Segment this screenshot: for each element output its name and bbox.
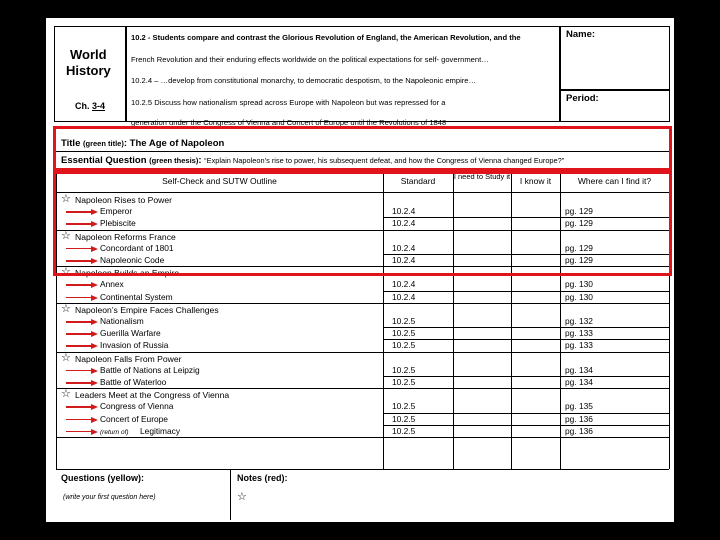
standard-line-1: 10.2 - Students compare and contrast the Glorious Revolution of England, the American Revolution, and the — [131, 33, 521, 42]
item-page: pg. 129 — [565, 255, 593, 265]
item-page: pg. 134 — [565, 377, 593, 387]
eq-label: Essential Question — [61, 155, 147, 166]
table-header-cell: Where can I find it? — [577, 176, 652, 186]
item-term: Napoleonic Code — [100, 255, 165, 265]
item-page: pg. 132 — [565, 316, 593, 326]
standard-line-4: 10.2.5 Discuss how nationalism spread across Europe with Napoleon but was repressed for a — [131, 98, 446, 107]
item-page: pg. 134 — [565, 364, 593, 375]
standard-line-3: 10.2.4 – …develop from constitutional monarchy, to democratic despotism, to the Napoleonic empire… — [131, 76, 477, 85]
period-label: Period: — [566, 93, 599, 104]
row-rule — [383, 425, 669, 426]
item-standard: 10.2.5 — [392, 377, 416, 387]
item-standard: 10.2.4 — [392, 279, 416, 290]
row-rule — [383, 327, 669, 328]
arrow-icon — [66, 331, 98, 337]
section-title: Napoleon Builds an Empire — [75, 268, 180, 279]
item-term: Battle of Nations at Leipzig — [100, 364, 200, 375]
footer-divider — [230, 469, 231, 520]
chapter-prefix: Ch. — [75, 101, 92, 111]
table-header-cell: I need to Study it — [453, 172, 511, 181]
item-standard: 10.2.4 — [392, 218, 416, 229]
item-term: Guerilla Warfare — [100, 328, 161, 339]
section-rule — [56, 437, 669, 438]
table-header-cell: Self-Check and SUTW Outline — [162, 176, 277, 186]
row-rule — [383, 376, 669, 377]
item-term: Congress of Vienna — [100, 401, 174, 412]
row-rule — [383, 291, 669, 292]
item-standard: 10.2.5 — [392, 316, 416, 326]
star-icon: ☆ — [61, 302, 71, 315]
arrow-icon — [66, 368, 98, 374]
title-note: (green title) — [83, 139, 124, 148]
item-page: pg. 136 — [565, 425, 593, 436]
section-rule — [56, 303, 669, 304]
item-term: Invasion of Russia — [100, 340, 169, 351]
arrow-icon — [66, 295, 98, 301]
item-page: pg. 133 — [565, 340, 593, 351]
item-standard: 10.2.5 — [392, 401, 416, 412]
item-standard: 10.2.4 — [392, 206, 416, 217]
subject-world: World — [70, 47, 107, 62]
star-icon: ☆ — [237, 491, 247, 503]
section-title: Napoleon Rises to Power — [75, 195, 172, 205]
footer-top-rule — [56, 469, 669, 470]
subject-history: History — [66, 63, 111, 78]
item-page: pg. 133 — [565, 328, 593, 339]
title-text: The Age of Napoleon — [129, 138, 225, 149]
star-icon: ☆ — [61, 229, 71, 242]
eq-colon: : — [198, 155, 202, 166]
item-page: pg. 129 — [565, 242, 593, 253]
notes-label: Notes (red): — [237, 473, 288, 483]
item-standard: 10.2.5 — [392, 425, 416, 436]
row-rule — [383, 339, 669, 340]
item-prefix: (return of) — [100, 428, 129, 436]
questions-label: Questions (yellow): — [61, 473, 145, 483]
item-term: Nationalism — [100, 316, 144, 326]
star-icon: ☆ — [61, 193, 71, 205]
item-page: pg. 135 — [565, 401, 593, 412]
item-page: pg. 130 — [565, 291, 593, 302]
item-term: Battle of Waterloo — [100, 377, 167, 387]
item-term: Annex — [100, 279, 124, 290]
name-label: Name: — [566, 29, 596, 40]
section-rule — [56, 388, 669, 389]
item-standard: 10.2.5 — [392, 328, 416, 339]
table-header-cell: I know it — [519, 176, 552, 186]
eq-text: “Explain Napoleon’s rise to power, his subsequent defeat, and how the Congress of Vienna changed Europe?” — [204, 156, 565, 165]
highlight-box-title — [53, 126, 672, 171]
arrow-icon — [66, 380, 98, 386]
star-icon: ☆ — [61, 266, 71, 279]
section-title: Napoleon’s Empire Faces Challenges — [75, 304, 219, 315]
item-term: Continental System — [100, 291, 173, 302]
item-standard: 10.2.4 — [392, 291, 416, 302]
star-icon: ☆ — [61, 388, 71, 401]
title-label: Title — [61, 138, 81, 149]
arrow-icon — [66, 404, 98, 410]
highlight-box-outline — [53, 171, 672, 279]
section-title: Napoleon Falls From Power — [75, 353, 182, 364]
standard-line-5: generation under the Congress of Vienna and Concert of Europe until the Revolutions of 1848 — [131, 118, 447, 127]
arrow-icon — [66, 282, 98, 288]
questions-hint: (write your first question here) — [63, 494, 156, 501]
item-standard: 10.2.4 — [392, 255, 416, 265]
item-term: Concordant of 1801 — [100, 242, 174, 253]
star-icon: ☆ — [61, 351, 71, 364]
item-standard: 10.2.5 — [392, 413, 416, 424]
item-term: Concert of Europe — [100, 413, 168, 424]
item-page: pg. 129 — [565, 218, 593, 229]
item-standard: 10.2.5 — [392, 364, 416, 375]
table-header-cell: Standard — [400, 176, 436, 186]
arrow-icon — [66, 429, 98, 435]
standard-line-2: French Revolution and their enduring effects worldwide on the political expectations for self- government… — [131, 55, 489, 64]
chapter-number: 3-4 — [92, 101, 106, 111]
item-page: pg. 129 — [565, 206, 593, 217]
arrow-icon — [66, 417, 98, 423]
arrow-icon — [66, 343, 98, 349]
item-standard: 10.2.4 — [392, 242, 416, 253]
title-colon: : — [123, 138, 128, 149]
item-term: Emperor — [100, 206, 133, 217]
eq-note: (green thesis) — [149, 156, 199, 165]
section-title: Napoleon Reforms France — [75, 231, 176, 242]
arrow-icon — [66, 319, 98, 325]
item-page: pg. 136 — [565, 413, 593, 424]
section-title: Leaders Meet at the Congress of Vienna — [75, 390, 230, 401]
item-standard: 10.2.5 — [392, 340, 416, 351]
chapter-label — [75, 101, 105, 112]
item-term: Legitimacy — [140, 425, 181, 436]
row-rule — [383, 413, 669, 414]
section-rule — [56, 352, 669, 353]
item-page: pg. 130 — [565, 279, 593, 290]
item-term: Plebiscite — [100, 218, 136, 229]
